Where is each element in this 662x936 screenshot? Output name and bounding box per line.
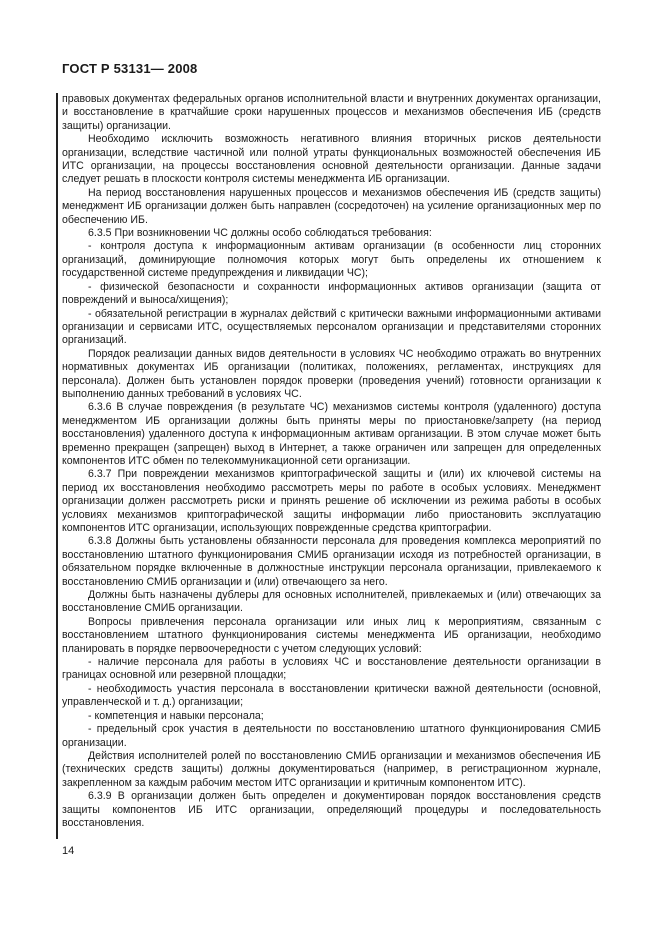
list-item: - контроля доступа к информационным активам организации (в особенности лиц сторонних организаций, доминирующие полномочия которых могут быть определены их отношением к государственной системе предупреждения и ликвидации ЧС); <box>62 240 601 280</box>
list-item: - физической безопасности и сохранности информационных активов организации (защита от повреждений и выноса/хищения); <box>62 280 601 307</box>
section-6-3-9: 6.3.9 В организации должен быть определен и документирован порядок восстановления средств защиты компонентов ИБ ИТС организации, определяющий процедуры и последовательность восстановления. <box>62 790 601 829</box>
paragraph: правовых документах федеральных органов исполнительной власти и внутренних документах организации, и восстановление в кратчайшие сроки нарушенных процессов и механизмов обеспечения ИБ (средств защиты) организации. <box>62 93 601 132</box>
document-body <box>62 93 601 830</box>
paragraph: Порядок реализации данных видов деятельности в условиях ЧС необходимо отражать во внутренних нормативных документах ИБ организации (политиках, положениях, регламентах, инструкциях для персонала). Должен быть установлен порядок проверки (проведения учений) готовности организации к выполнению данных требований в условиях ЧС. <box>62 347 601 400</box>
list-item: - необходимость участия персонала в восстановлении критически важной деятельности (основной, управленческой и т. д.) организации; <box>62 682 601 709</box>
page-number: 14 <box>62 845 75 857</box>
list-item: - обязательной регистрации в журналах действий с критически важными информационными активами организации и сервисами ИТС, осуществляемых персоналом организации и представителями сторонних организаций. <box>62 307 601 347</box>
section-6-3-6: 6.3.6 В случае повреждения (в результате ЧС) механизмов системы контроля (удаленного) доступа менеджментом ИБ организации должны быть приняты меры по приостановке/запрету (на период восстановления) удаленного доступа к информационным активам организации. В этом случае может быть временно прекращен (запрещен) выход в Интернет, а также ограничен или запрещен для определенных компонентов ИТС обмен по телекоммуникационной сети организации. <box>62 401 601 467</box>
list-item: - наличие персонала для работы в условиях ЧС и восстановление деятельности организации в границах основной или резервной площадки; <box>62 656 601 682</box>
change-bar <box>56 93 58 839</box>
section-6-3-8: 6.3.8 Должны быть установлены обязанности персонала для проведения комплекса мероприятий по восстановлению штатного функционирования СМИБ организации исходя из потребностей организации, в обязательном порядке включенные в должностные инструкции персонала организации, привлекаемого к восстановлению СМИБ организации и (или) отвечающего за него. <box>62 535 601 588</box>
paragraph: На период восстановления нарушенных процессов и механизмов обеспечения ИБ (средств защиты) менеджмент ИБ организации должен быть направлен (сосредоточен) на усиление организационных мер по обеспечению ИБ. <box>62 186 601 226</box>
section-6-3-5: 6.3.5 При возникновении ЧС должны особо соблюдаться требования: <box>88 227 432 240</box>
paragraph: Необходимо исключить возможность негативного влияния вторичных рисков деятельности организации, вследствие частичной или полной утраты функциональных возможностей обеспечения ИБ ИТС организации, на процессы восстановления основной деятельности организации. Данные задачи следует решать в плоскости контроля системы менеджмента ИБ организации. <box>62 133 601 186</box>
paragraph: Вопросы привлечения персонала организации или иных лиц к мероприятиям, связанным с восстановлением штатного функционирования системы менеджмента ИБ организации, необходимо планировать в порядке первоочередности с учетом следующих условий: <box>62 615 601 655</box>
list-item: - предельный срок участия в деятельности по восстановлению штатного функционирования СМИБ организации. <box>62 723 601 749</box>
list-item: - компетенция и навыки персонала; <box>88 709 264 722</box>
section-6-3-7: 6.3.7 При повреждении механизмов криптографической защиты и (или) их ключевой системы на период их восстановления необходимо рассмотреть меры по работе в особых условиях. Менеджмент организации должен рассмотреть риски и принять решение об исключении из режима работы в особых условиях механизмов криптографической защиты информации либо приостановить эксплуатацию компонентов ИТС организации, использующих поврежденные средства криптографии. <box>62 468 601 534</box>
paragraph: Должны быть назначены дублеры для основных исполнителей, привлекаемых и (или) отвечающих за восстановление СМИБ организации. <box>62 589 601 615</box>
document-header: ГОСТ Р 53131— 2008 <box>62 61 198 76</box>
paragraph: Действия исполнителей ролей по восстановлению СМИБ организации и механизмов обеспечения ИБ (технических средств защиты) должны документироваться (например, в регистрационном журнале, закрепленном за каждым рабочим местом ИТС организации и критичным компонентом ИТС). <box>62 749 601 789</box>
